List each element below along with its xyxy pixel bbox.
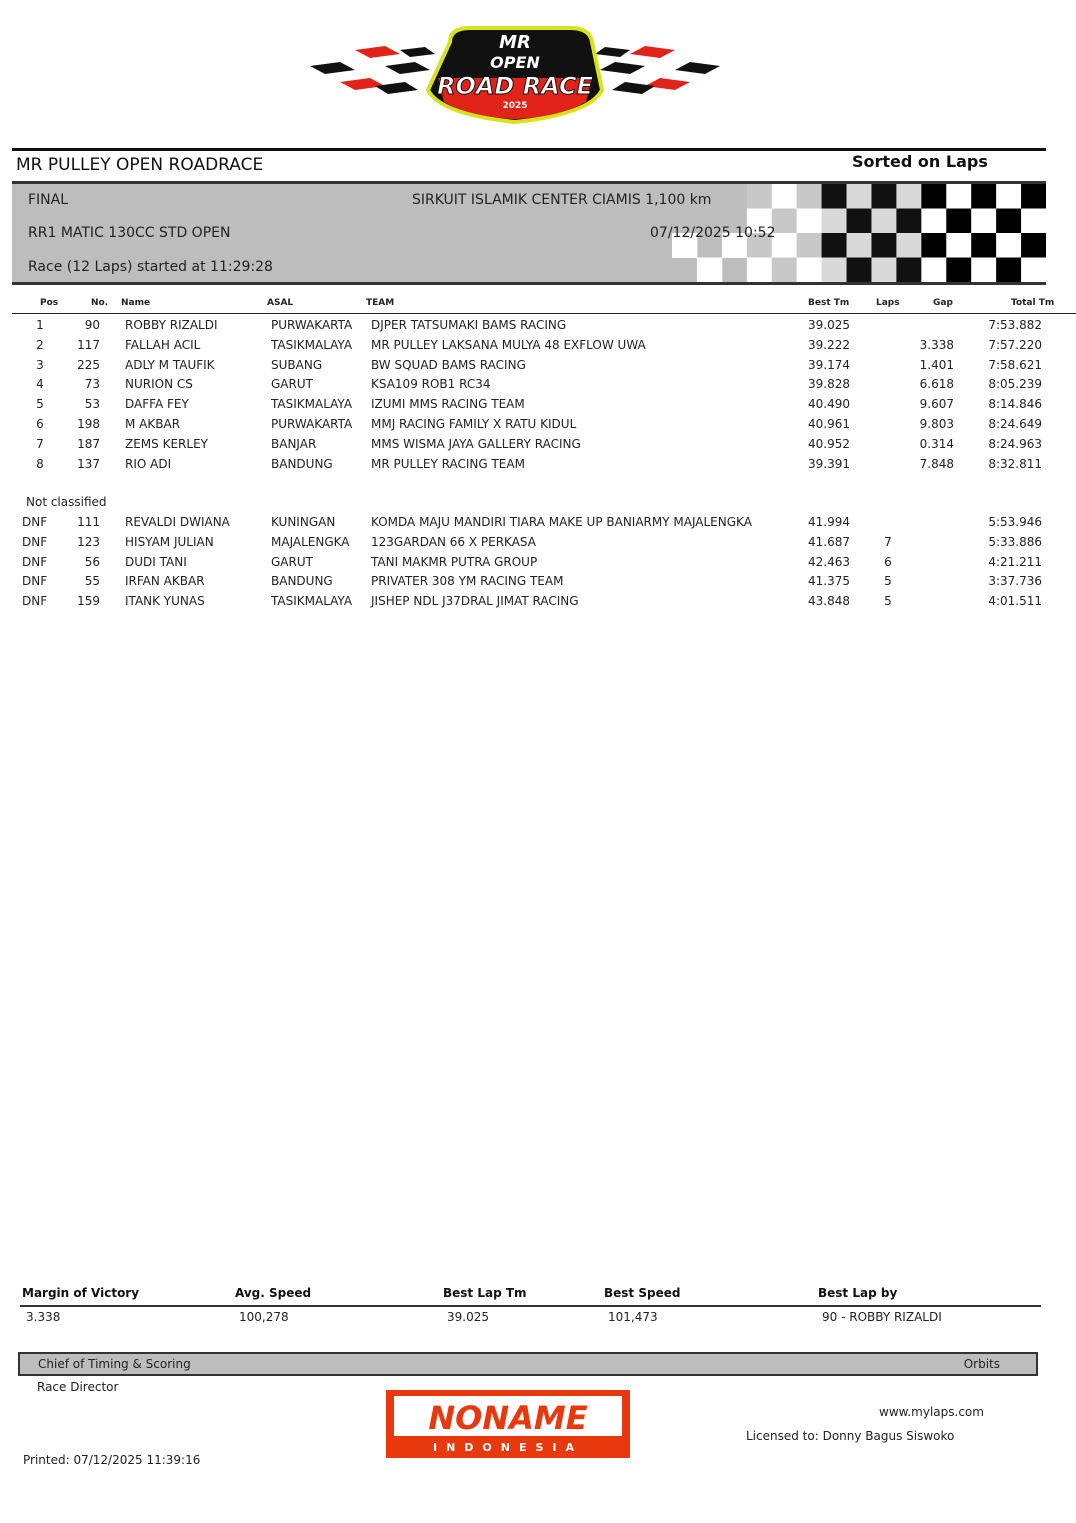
cell-no: 53 [84,397,100,412]
cell-no: 198 [77,417,100,431]
race-director-label: Race Director [37,1380,119,1394]
cell-gap: 9.803 [919,417,954,431]
chief-of-timing-bar [18,1352,1038,1376]
event-title: MR PULLEY OPEN ROADRACE [16,155,264,175]
printed-timestamp: Printed: 07/12/2025 11:39:16 [23,1453,201,1467]
cell-best: 39.025 [808,318,850,332]
cell-pos: 1 [36,318,44,332]
cell-gap: 1.401 [919,357,954,372]
result-row [0,377,1076,396]
col-header-no: No. [91,298,109,308]
cell-name: M AKBAR [125,417,181,431]
cell-total: 7:58.621 [988,357,1042,372]
cell-pos: DNF [22,554,48,569]
cell-team: PRIVATER 308 YM RACING TEAM [371,574,564,589]
cell-pos: 3 [36,357,44,372]
stat-label-best-speed: Best Speed [604,1286,681,1300]
cell-total: 3:37.736 [988,574,1042,589]
cell-gap: 0.314 [919,436,954,451]
col-header-laps: Laps [876,298,900,308]
cell-pos: DNF [22,515,48,529]
cell-pos: 6 [36,417,44,431]
sponsor-main-text: NONAME [428,1399,588,1437]
cell-best: 39.391 [808,456,850,471]
cell-asal: GARUT [271,377,313,392]
orbits-label: Orbits [963,1357,1000,1371]
cell-no: 117 [77,337,100,352]
cell-team: TANI MAKMR PUTRA GROUP [371,554,538,569]
cell-total: 4:01.511 [988,594,1042,609]
cell-team: DJPER TATSUMAKI BAMS RACING [371,318,567,332]
cell-best: 42.463 [808,554,850,569]
stat-label-best-lap-tm: Best Lap Tm [443,1286,527,1300]
cell-best: 39.828 [808,377,850,392]
cell-asal: SUBANG [271,357,323,372]
cell-name: DUDI TANI [125,554,187,569]
cell-asal: MAJALENGKA [271,534,350,549]
cell-name: RIO ADI [125,456,172,471]
cell-total: 5:33.886 [988,534,1042,549]
cell-total: 8:24.649 [988,417,1042,431]
col-header-name: Name [121,298,151,308]
cell-asal: BANDUNG [271,456,333,471]
stats-divider [20,1305,1041,1307]
cell-asal: PURWAKARTA [271,417,353,431]
cell-asal: BANJAR [271,436,317,451]
col-header-gap: Gap [933,298,953,308]
logo-line2: ROAD RACE [436,72,594,100]
dnf-row [0,515,1076,534]
cell-name: IRFAN AKBAR [125,574,205,589]
stat-value-avg-speed: 100,278 [239,1310,289,1324]
sort-label: Sorted on Laps [852,152,988,171]
cell-team: 123GARDAN 66 X PERKASA [371,534,536,549]
cell-team: MR PULLEY RACING TEAM [371,456,525,471]
flag-left-graphic [310,46,435,94]
cell-team: BW SQUAD BAMS RACING [371,357,526,372]
result-row [0,417,1076,436]
cell-best: 39.222 [808,337,850,352]
stat-value-best-lap-by: 90 - ROBBY RIZALDI [822,1310,942,1324]
title-divider [12,148,1046,151]
cell-pos: DNF [22,594,48,609]
cell-no: 73 [84,377,100,392]
cell-total: 8:05.239 [988,377,1042,392]
dnf-row [0,574,1076,593]
cell-pos: 4 [36,377,44,392]
col-header-best: Best Tm [808,298,850,308]
cell-name: ROBBY RIZALDI [125,318,218,332]
cell-total: 4:21.211 [988,554,1042,569]
stat-value-best-speed: 101,473 [608,1310,658,1324]
session-label: FINAL [28,192,69,208]
cell-no: 137 [77,456,100,471]
cell-laps: 5 [884,574,892,589]
cell-pos: 5 [36,397,44,412]
cell-total: 8:32.811 [988,456,1042,471]
result-row [0,338,1076,357]
cell-pos: DNF [22,574,48,589]
result-row [0,437,1076,456]
cell-no: 187 [77,436,100,451]
cell-total: 8:14.846 [988,397,1042,412]
cell-pos: 7 [36,436,44,451]
cell-best: 41.687 [808,534,850,549]
cell-team: MMJ RACING FAMILY X RATU KIDUL [371,417,577,431]
cell-team: IZUMI MMS RACING TEAM [371,397,525,412]
cell-pos: 8 [36,456,44,471]
cell-best: 41.375 [808,574,850,589]
cell-asal: PURWAKARTA [271,318,353,332]
cell-name: NURION CS [125,377,193,392]
cell-gap: 9.607 [919,397,954,412]
cell-asal: GARUT [271,554,313,569]
stat-value-best-lap-tm: 39.025 [447,1310,489,1324]
cell-gap: 3.338 [919,337,954,352]
cell-total: 7:57.220 [988,337,1042,352]
col-header-total: Total Tm [1011,298,1055,308]
cell-name: HISYAM JULIAN [125,534,214,549]
cell-gap: 6.618 [919,377,954,392]
dnf-row [0,535,1076,554]
website-link[interactable]: www.mylaps.com [879,1405,984,1419]
stat-value-margin: 3.338 [26,1310,61,1324]
result-row [0,457,1076,476]
cell-name: ITANK YUNAS [125,594,205,609]
circuit-label: SIRKUIT ISLAMIK CENTER CIAMIS 1,100 km [412,192,712,208]
col-header-pos: Pos [40,298,59,308]
cell-best: 40.952 [808,436,850,451]
cell-best: 40.961 [808,417,850,431]
cell-pos: DNF [22,534,48,549]
cell-team: KSA109 ROB1 RC34 [371,377,491,392]
cell-total: 8:24.963 [988,436,1042,451]
cell-laps: 5 [884,594,892,609]
datetime-label: 07/12/2025 10:52 [650,225,776,241]
cell-name: REVALDI DWIANA [125,515,230,529]
cell-pos: 2 [36,337,44,352]
cell-best: 41.994 [808,515,850,529]
cell-asal: TASIKMALAYA [271,397,353,412]
col-header-asal: ASAL [267,298,294,308]
cell-name: ADLY M TAUFIK [125,357,215,372]
flag-right-graphic [595,46,720,94]
cell-no: 56 [84,554,100,569]
cell-asal: TASIKMALAYA [271,337,353,352]
col-header-team: TEAM [366,298,395,308]
class-label: RR1 MATIC 130CC STD OPEN [28,225,231,241]
not-classified-label: Not classified [26,495,107,509]
logo-mark: MR [499,32,531,53]
logo-line1: OPEN [490,53,540,72]
cell-no: 90 [84,318,100,332]
sponsor-logo [386,1390,630,1458]
cell-no: 111 [77,515,100,529]
chief-of-timing-label: Chief of Timing & Scoring [38,1357,191,1371]
stat-label-best-lap-by: Best Lap by [818,1286,898,1300]
cell-name: DAFFA FEY [125,397,189,412]
cell-best: 39.174 [808,357,850,372]
cell-no: 159 [77,594,100,609]
sponsor-sub-text: INDONESIA [432,1441,584,1454]
cell-asal: KUNINGAN [271,515,336,529]
dnf-row [0,555,1076,574]
cell-gap: 7.848 [919,456,954,471]
cell-laps: 7 [884,534,892,549]
cell-team: MR PULLEY LAKSANA MULYA 48 EXFLOW UWA [371,337,646,352]
cell-total: 5:53.946 [988,515,1042,529]
cell-team: KOMDA MAJU MANDIRI TIARA MAKE UP BANIARMY MAJALENGKA [371,515,752,529]
licensed-to-label: Licensed to: Donny Bagus Siswoko [746,1429,955,1443]
cell-no: 55 [84,574,100,589]
cell-no: 123 [77,534,100,549]
logo-year: 2025 [502,101,528,111]
cell-team: MMS WISMA JAYA GALLERY RACING [371,436,581,451]
dnf-row [0,594,1076,613]
cell-name: ZEMS KERLEY [125,436,208,451]
result-row [0,397,1076,416]
cell-team: JISHEP NDL J37DRAL JIMAT RACING [371,594,579,609]
cell-laps: 6 [884,554,892,569]
cell-best: 40.490 [808,397,850,412]
cell-asal: BANDUNG [271,574,333,589]
event-logo [300,22,730,127]
result-row [0,358,1076,377]
stat-label-margin: Margin of Victory [22,1286,140,1300]
cell-best: 43.848 [808,594,850,609]
stat-label-avg-speed: Avg. Speed [235,1286,312,1300]
cell-name: FALLAH ACIL [125,337,201,352]
result-row [0,318,1076,337]
race-start-label: Race (12 Laps) started at 11:29:28 [28,259,273,275]
cell-no: 225 [77,357,100,372]
session-info-panel [12,181,1046,285]
header-divider [12,313,1076,314]
cell-asal: TASIKMALAYA [271,594,353,609]
cell-total: 7:53.882 [988,318,1042,332]
